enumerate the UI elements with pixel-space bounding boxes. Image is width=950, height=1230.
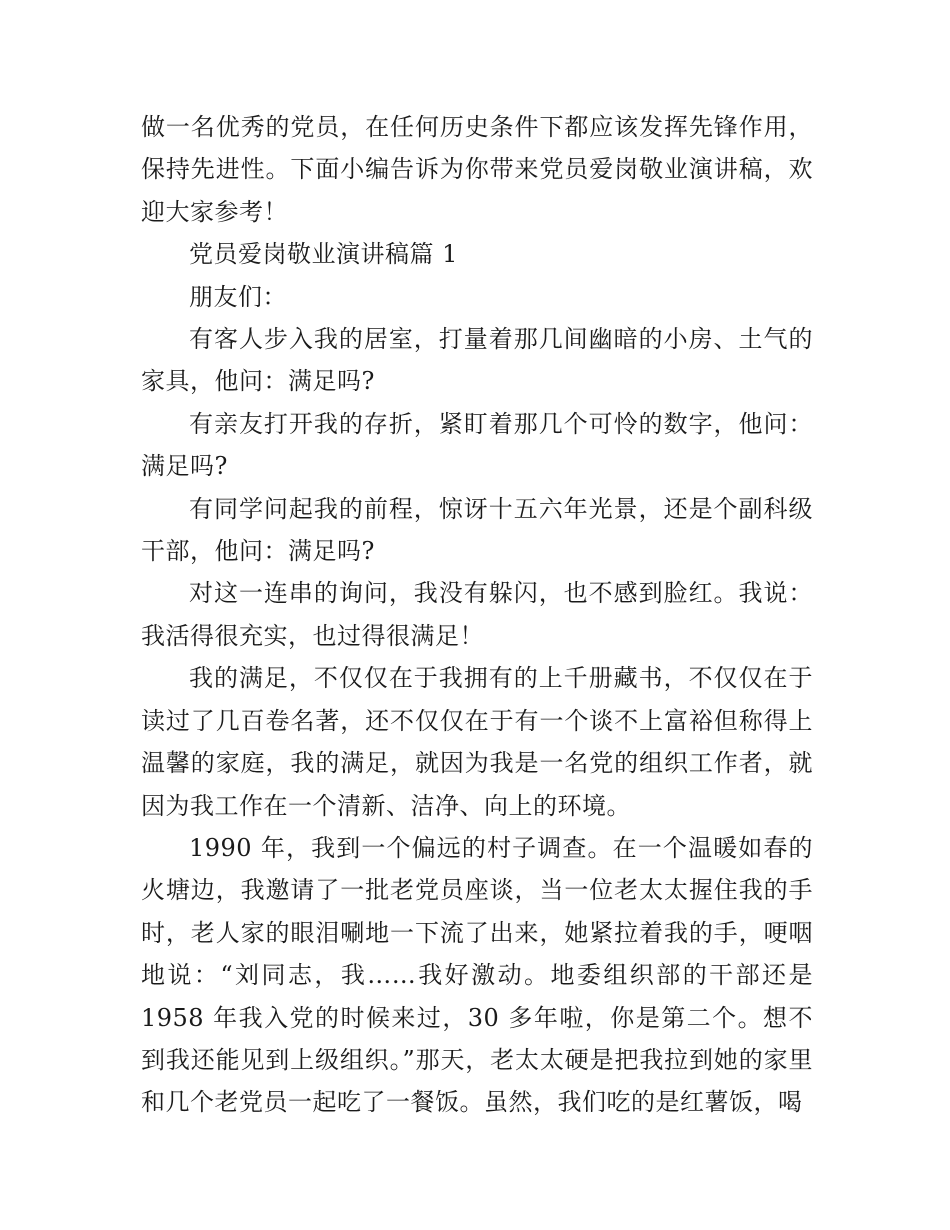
salutation: 朋友们：	[189, 282, 287, 311]
body-paragraph: 有亲友打开我的存折，紧盯着那几个可怜的数字，他问：满足吗?	[141, 409, 813, 481]
body-paragraph: 我的满足，不仅仅在于我拥有的上千册藏书，不仅仅在于读过了几百卷名著，还不仅仅在于有一个谈不上富裕但称得上温馨的家庭，我的满足，就因为我是一名党的组织工作者，就因为我工作在一个清新、洁净、向上的环境。	[141, 664, 813, 820]
intro-paragraph: 做一名优秀的党员，在任何历史条件下都应该发挥先锋作用，保持先进性。下面小编告诉为你带来党员爱岗敬业演讲稿，欢迎大家参考！	[141, 113, 813, 226]
document-body	[141, 106, 813, 1124]
body-paragraph: 1990 年，我到一个偏远的村子调查。在一个温暖如春的火塘边，我邀请了一批老党员座谈，当一位老太太握住我的手时，老人家的眼泪唰地一下流了出来，她紧拉着我的手，哽咽地说：“刘同志，我……我好激动。地委组织部的干部还是 1958 年我入党的时候来过，30 多年啦，你是第二个。想不到我还能见到上级组织。”那天，老太太硬是把我拉到她的家里和几个老党员一起吃了一餐饭。虽然，我们吃的是红薯饭，喝	[141, 833, 813, 1117]
section-heading: 党员爱岗敬业演讲稿篇 1	[189, 240, 458, 269]
body-paragraph: 对这一连串的询问，我没有躲闪，也不感到脸红。我说：我活得很充实，也过得很满足！	[141, 579, 813, 650]
body-paragraph: 有同学问起我的前程，惊讶十五六年光景，还是个副科级干部，他问：满足吗?	[141, 494, 813, 566]
body-paragraph: 有客人步入我的居室，打量着那几间幽暗的小房、土气的家具，他问：满足吗?	[141, 325, 813, 396]
